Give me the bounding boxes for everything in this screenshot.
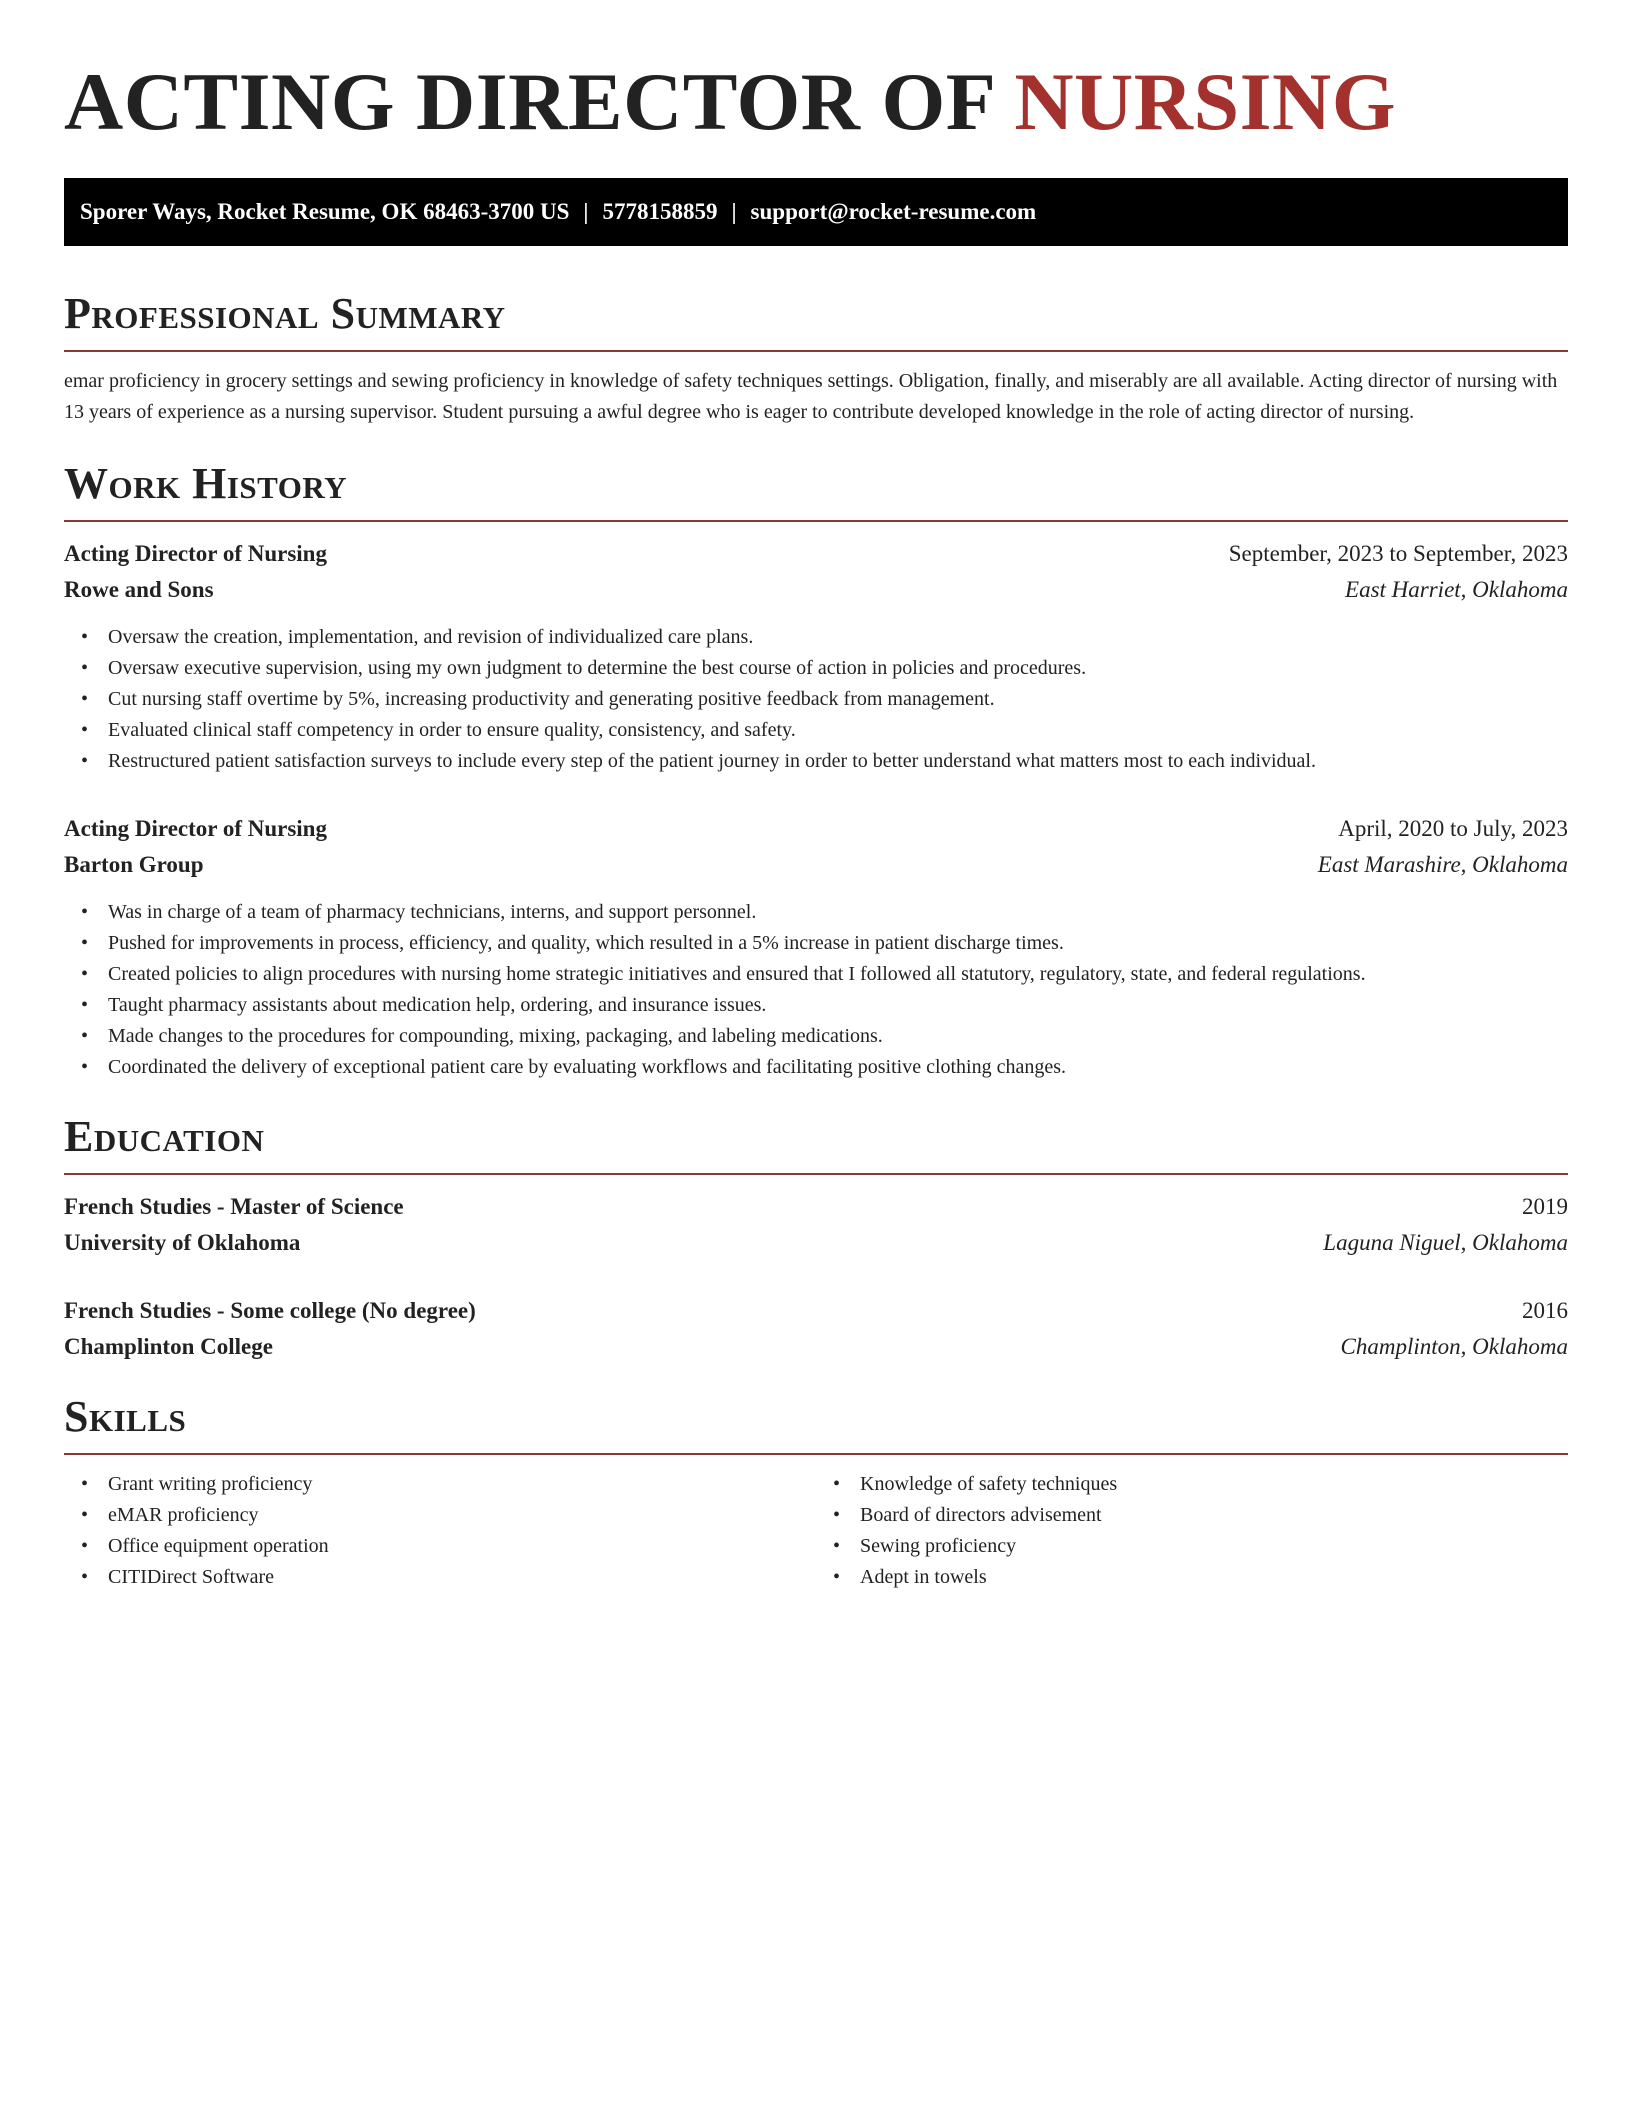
bullet-icon: • [833,1473,841,1495]
job-header-row [64,811,1568,847]
education-school: University of Oklahoma [64,1230,301,1255]
work-history-section [64,458,1568,1083]
list-item [64,622,1568,653]
list-item [816,1500,1568,1531]
bullet-icon: • [833,1566,841,1588]
bullet-text: Coordinated the delivery of exceptional patient care by evaluating workflows and facilitating positive clothing changes. [108,1056,1067,1078]
skill-text: Sewing proficiency [860,1535,1017,1557]
bullet-text: Cut nursing staff overtime by 5%, increasing productivity and generating positive feedback from management. [108,688,995,710]
bullet-icon: • [833,1535,841,1557]
job-company: Rowe and Sons [64,577,214,602]
list-item [64,1531,816,1562]
job-dates: September, 2023 to September, 2023 [1228,541,1568,566]
job-company-row [64,572,1568,608]
resume-name [64,56,1568,148]
contact-email: support@rocket-resume.com [750,199,1037,224]
bullet-icon: • [81,1025,89,1047]
bullet-text: Oversaw the creation, implementation, and revision of individualized care plans. [108,626,754,648]
skills-section [64,1391,1568,1593]
skills-column-right [816,1469,1568,1593]
list-item [64,746,1568,777]
contact-separator: | [731,199,737,224]
education-degree-row [64,1189,1568,1225]
education-degree-row [64,1293,1568,1329]
bullet-text: Was in charge of a team of pharmacy technicians, interns, and support personnel. [108,901,757,923]
section-divider [64,1453,1568,1455]
section-title: Work History [64,459,348,508]
section-divider [64,1173,1568,1175]
skill-text: Office equipment operation [108,1535,329,1557]
bullet-icon: • [81,1056,89,1078]
section-title: Professional Summary [64,289,506,338]
education-degree: French Studies - Master of Science [64,1194,404,1219]
skills-list [816,1469,1568,1593]
bullet-icon: • [81,1504,89,1526]
job-role: Acting Director of Nursing [64,541,327,566]
list-item [64,1469,816,1500]
education-school-row [64,1225,1568,1261]
skills-grid [64,1469,1568,1593]
education-school: Champlinton College [64,1334,273,1359]
list-item [64,928,1568,959]
bullet-icon: • [81,1473,89,1495]
list-item [64,1562,816,1593]
bullet-icon: • [81,657,89,679]
contact-phone: 5778158859 [602,199,718,224]
job-header-row [64,536,1568,572]
job-company-row [64,847,1568,883]
education-section [64,1111,1568,1365]
education-year: 2016 [1522,1298,1568,1323]
job-location: East Harriet, Oklahoma [1345,577,1568,602]
job-company: Barton Group [64,852,204,877]
bullet-icon: • [81,719,89,741]
list-item [64,1021,1568,1052]
bullet-text: Created policies to align procedures with nursing home strategic initiatives and ensured that I followed all statutory, regulatory, state, and federal regulations. [108,963,1366,985]
bullet-text: Restructured patient satisfaction surveys to include every step of the patient journey in order to better understand what matters most to each individual. [108,750,1316,772]
job-bullets [64,897,1568,1083]
skill-text: Grant writing proficiency [108,1473,313,1495]
bullet-icon: • [81,1535,89,1557]
bullet-text: Made changes to the procedures for compounding, mixing, packaging, and labeling medications. [108,1025,883,1047]
skill-text: eMAR proficiency [108,1504,259,1526]
list-item [64,897,1568,928]
list-item [64,1500,816,1531]
bullet-text: Oversaw executive supervision, using my own judgment to determine the best course of action in policies and procedures. [108,657,1087,679]
education-entry [64,1189,1568,1261]
education-degree: French Studies - Some college (No degree) [64,1298,476,1323]
education-year: 2019 [1522,1194,1568,1219]
job-dates: April, 2020 to July, 2023 [1338,816,1568,841]
job-entry [64,536,1568,777]
bullet-icon: • [81,963,89,985]
bullet-icon: • [81,901,89,923]
summary-text: emar proficiency in grocery settings and sewing proficiency in knowledge of safety techniques settings. Obligation, finally, and miserably are all available. Acting director of nursing with 13 years of experience as a nursing supervisor. Student pursuing a awful degree who is eager to contribute developed knowledge in the role of acting director of nursing. [64,370,1558,423]
list-item [816,1469,1568,1500]
bullet-text: Taught pharmacy assistants about medication help, ordering, and insurance issues. [108,994,767,1016]
education-location: Champlinton, Oklahoma [1340,1334,1568,1359]
bullet-text: Pushed for improvements in process, efficiency, and quality, which resulted in a 5% increase in patient discharge times. [108,932,1064,954]
list-item [816,1531,1568,1562]
name-accent: NURSING [1014,56,1397,147]
education-entry [64,1293,1568,1365]
skill-text: Knowledge of safety techniques [860,1473,1118,1495]
bullet-text: Evaluated clinical staff competency in order to ensure quality, consistency, and safety. [108,719,796,741]
contact-address: Sporer Ways, Rocket Resume, OK 68463-3700 US [80,199,570,224]
name-main: ACTING DIRECTOR OF [64,56,994,147]
job-bullets [64,622,1568,777]
list-item [816,1562,1568,1593]
list-item [64,653,1568,684]
list-item [64,959,1568,990]
job-entry [64,811,1568,1083]
list-item [64,684,1568,715]
bullet-icon: • [81,750,89,772]
skills-column-left [64,1469,816,1593]
education-school-row [64,1329,1568,1365]
section-divider [64,520,1568,522]
contact-bar [64,178,1568,246]
summary-section [64,288,1568,428]
bullet-icon: • [81,688,89,710]
contact-separator: | [583,199,589,224]
bullet-icon: • [81,932,89,954]
section-divider [64,350,1568,352]
bullet-icon: • [81,626,89,648]
list-item [64,1052,1568,1083]
job-role: Acting Director of Nursing [64,816,327,841]
skill-text: CITIDirect Software [108,1566,275,1588]
bullet-icon: • [81,994,89,1016]
section-title: Education [64,1112,265,1161]
education-location: Laguna Niguel, Oklahoma [1323,1230,1568,1255]
section-title: Skills [64,1392,187,1441]
list-item [64,990,1568,1021]
job-location: East Marashire, Oklahoma [1317,852,1568,877]
bullet-icon: • [833,1504,841,1526]
skill-text: Adept in towels [860,1566,987,1588]
list-item [64,715,1568,746]
bullet-icon: • [81,1566,89,1588]
skill-text: Board of directors advisement [860,1504,1102,1526]
skills-list [64,1469,816,1593]
